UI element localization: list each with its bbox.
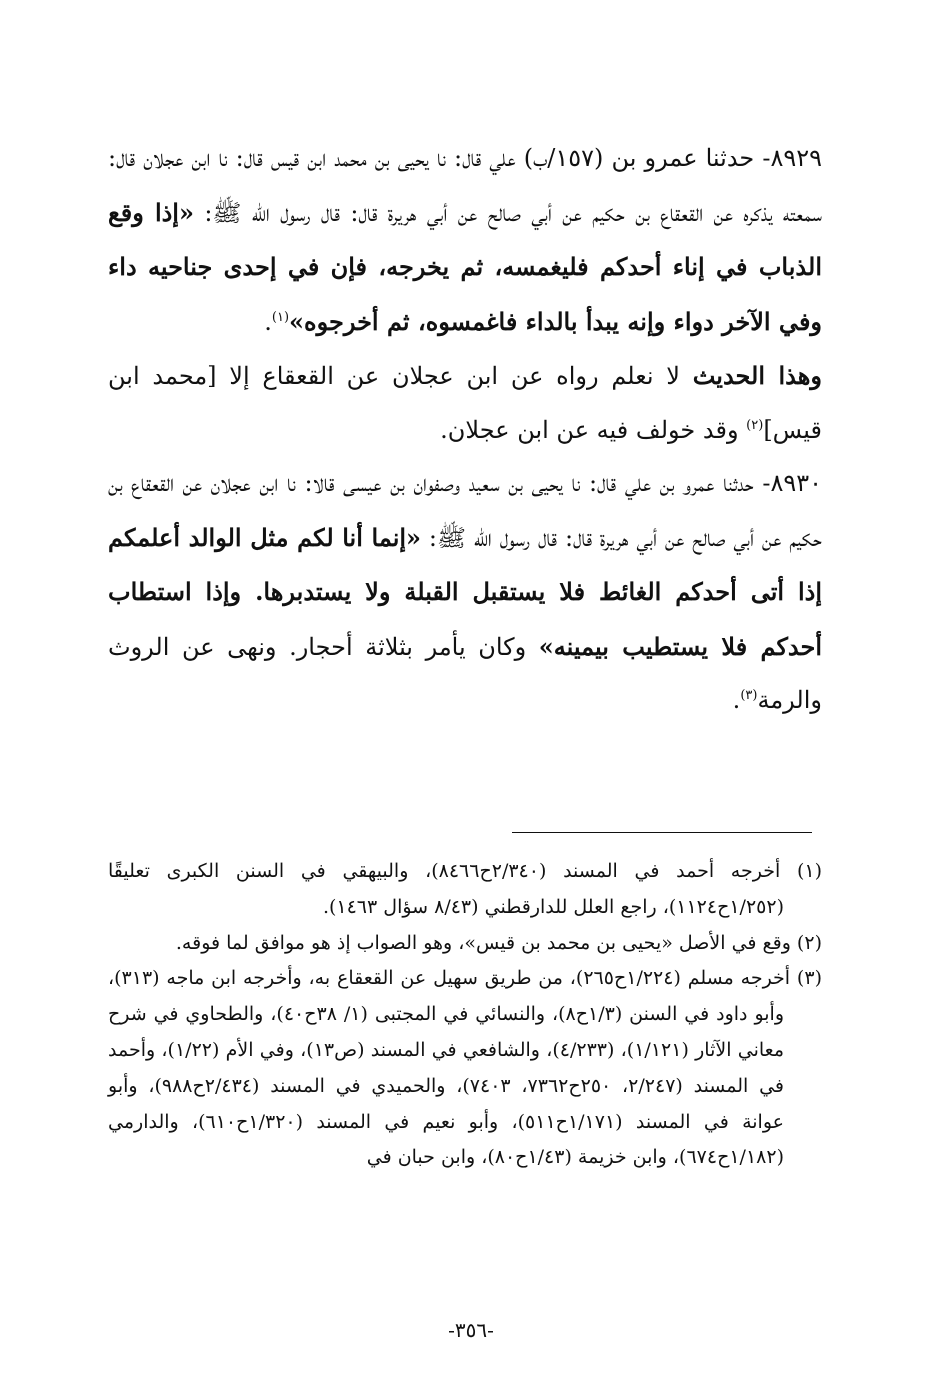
commentary-text-end: وقد خولف فيه عن ابن عجلان. — [440, 415, 747, 444]
footnote-separator — [512, 832, 812, 833]
footnote-ref-2: (٢) — [746, 417, 764, 433]
commentary-paragraph — [108, 349, 822, 457]
hadith-8929-end: . — [264, 307, 272, 336]
hadith-8930-end: . — [732, 686, 741, 714]
commentary-lead: وهذا الحديث — [692, 361, 823, 390]
hadith-8930-continuation: وكان يأمر بثلاثة أحجار. ونهى عن الروث والرمة — [108, 632, 822, 714]
commentary-text: لا نعلم رواه عن ابن عجلان عن القعقاع إلا [محمد ابن قيس] — [108, 362, 822, 444]
main-text — [108, 132, 822, 728]
hadith-8929-matn: «إذا وقع الذباب في إناء أحدكم فليغمسه، ثم يخرجه، فإن في إحدى جناحيه داء وفي الآخر دواء وإنه يبدأ بالداء فاغمسوه، ثم أخرجوه» — [108, 197, 822, 336]
footnote-3: (٣) أخرجه مسلم (١/٢٢٤ح٢٦٥)، من طريق سهيل عن القعقاع به، وأخرجه ابن ماجه (٣١٣)، وأبو داود في السنن (١/٣ح٨)، والنسائي في المجتبى (١/ ٣٨ح٤٠)، والطحاوي في شرح معاني الآثار (١/١٢١)، (٤/٢٣٣)، والشافعي في المسند (ص١٣)، وفي الأم (١/٢٢)، وأحمد في المسند (٢/٢٤٧، ٢٥٠ح٧٣٦٢، ٧٤٠٣)، والحميدي في المسند (٢/٤٣٤ح٩٨٨)، وأبو عوانة في المسند (١/١٧١ح٥١١)، وأبو نعيم في المسند (١/٣٢٠ح٦١٠)، والدارمي (١/١٨٢ح٦٧٤)، وابن خزيمة (١/٤٣ح٨٠)، وابن حبان في — [108, 967, 822, 1169]
hadith-8930-paragraph — [108, 457, 822, 728]
page-number: -٣٥٦- — [448, 1318, 494, 1342]
hadith-8930-matn: «إنما أنا لكم مثل الوالد أعلمكم إذا أتى أحدكم الغائط فلا يستقبل القبلة ولا يستدبرها. وإذا استطاب أحدكم فلا يستطيب بيمينه» — [108, 522, 823, 661]
footnote-1: (١) أخرجه أحمد في المسند (٢/٣٤٠ح٨٤٦٦)، والبيهقي في السنن الكبرى تعليقًا (١/٢٥٢ح١١٢٤)، راجع العلل للدارقطني (٨/٤٣ سؤال ١٤٦٣). — [108, 860, 822, 918]
footnotes — [108, 854, 822, 1176]
footnote-ref-3: (٣) — [740, 688, 758, 703]
hadith-8929-isnad: ٨٩٢٩- حدثنا عمرو بن (١٥٧/ب) علي قال: نا يحيى بن محمد ابن قيس قال: نا ابن عجلان قال: سمعته يذكره عن القعقاع بن حكيم عن أبي صالح عن أبي هريرة قال: قال رسول الله ﷺ: — [108, 144, 822, 227]
footnote-2: (٢) وقع في الأصل «يحيى بن محمد بن قيس»، وهو الصواب إذ هو موافق لما فوقه. — [175, 931, 822, 954]
hadith-8929-paragraph — [108, 132, 822, 349]
hadith-8930-isnad: ٨٩٣٠- حدثنا عمرو بن علي قال: نا يحيى بن سعيد وصفوان بن عيسى قالا: نا ابن عجلان عن القعقاع بن حكيم عن أبي صالح عن أبي هريرة قال: قال رسول الله ﷺ: — [108, 469, 822, 552]
footnote-ref-1: (١) — [271, 309, 290, 325]
